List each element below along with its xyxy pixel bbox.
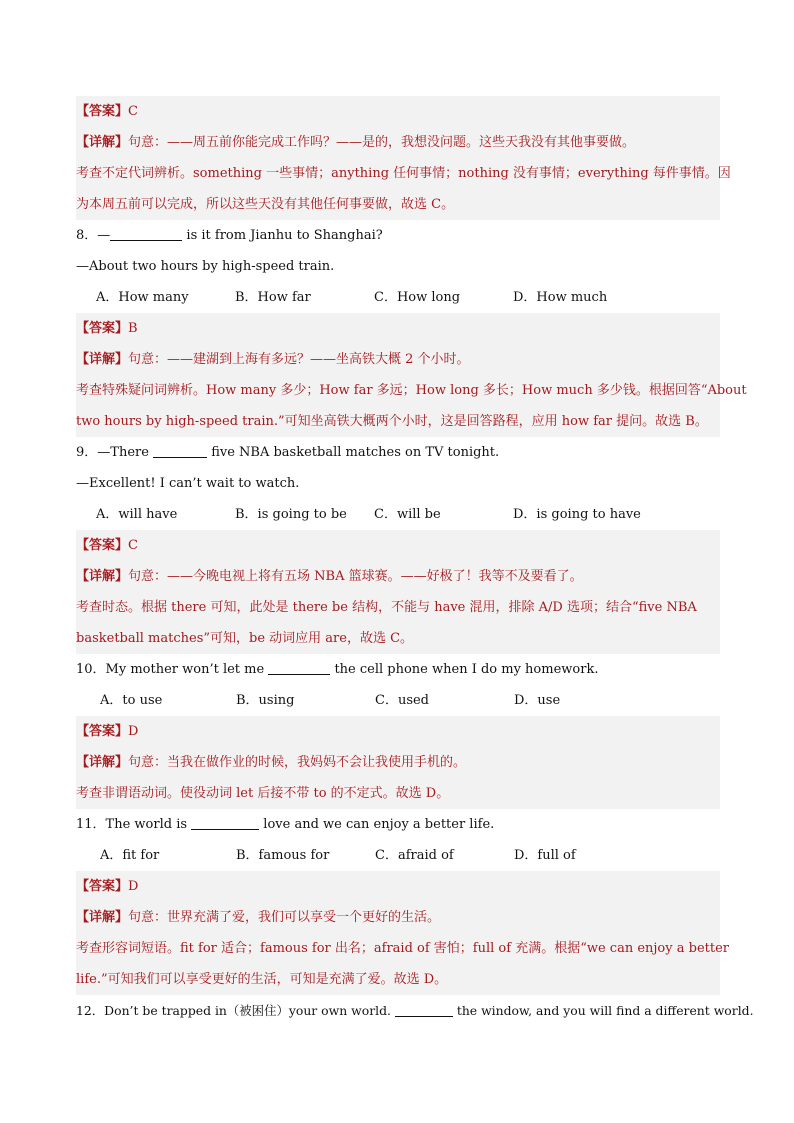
q9-detail-line-3: basketball matches”可知，be 动词应用 are，故选 C。 xyxy=(76,631,414,646)
q8-detail-line-2: 考查特殊疑问词辨析。How many 多少；How far 多远；How long 多长；How much 多少钱。根据回答“About xyxy=(76,383,747,398)
q9-detail-line-1 xyxy=(76,561,720,592)
answer-value: B xyxy=(128,321,138,336)
stem-pre: —There xyxy=(97,445,154,460)
q10-options xyxy=(76,685,720,716)
option-b: B．famous for xyxy=(236,848,330,863)
q10-detail-line-1 xyxy=(76,747,720,778)
option-a: A．to use xyxy=(100,693,163,708)
option-d: D．full of xyxy=(514,848,576,863)
detail-text: 句意：——建湖到上海有多远？——坐高铁大概 2 个小时。 xyxy=(128,352,470,367)
detail-label: 【详解】 xyxy=(76,135,129,150)
q7-detail-line-3: 为本周五前可以完成，所以这些天没有其他任何事要做，故选 C。 xyxy=(76,197,455,212)
q9-stem xyxy=(76,437,720,468)
answer-value: C xyxy=(128,538,138,553)
q11-detail-line-2: 考查形容词短语。fit for 适合；famous for 出名；afraid of 害怕；full of 充满。根据“we can enjoy a better xyxy=(76,941,729,956)
q11-detail-line-3: life.”可知我们可以享受更好的生活，可知是充满了爱。故选 D。 xyxy=(76,972,448,987)
q11-answer-block xyxy=(76,871,729,995)
document-page xyxy=(76,96,754,1026)
stem-post: the window, and you will find a different world. xyxy=(452,1003,754,1018)
answer-value: C xyxy=(128,104,138,119)
q8-options xyxy=(76,282,720,313)
detail-label: 【详解】 xyxy=(76,910,129,925)
q8-reply: —About two hours by high-speed train. xyxy=(76,259,335,274)
q9-answer-line xyxy=(76,530,720,561)
question-number: 10． xyxy=(76,662,106,677)
q11-stem xyxy=(76,809,720,840)
q8-answer-block xyxy=(76,313,747,437)
q8-stem xyxy=(76,220,720,251)
question-number: 9． xyxy=(76,445,98,460)
answer-blank xyxy=(191,815,259,830)
q7-answer-line xyxy=(76,96,720,127)
detail-label: 【详解】 xyxy=(76,352,129,367)
q8-detail-line-1 xyxy=(76,344,720,375)
q10-detail-line-2: 考查非谓语动词。使役动词 let 后接不带 to 的不定式。故选 D。 xyxy=(76,786,450,801)
q10-answer-line xyxy=(76,716,720,747)
answer-label: 【答案】 xyxy=(76,879,129,894)
answer-label: 【答案】 xyxy=(76,724,129,739)
question-number: 12． xyxy=(76,1003,105,1018)
stem-pre: The world is xyxy=(105,817,192,832)
q11-detail-line-1 xyxy=(76,902,720,933)
option-c: C．afraid of xyxy=(375,848,454,863)
q8-detail-line-3: two hours by high-speed train.”可知坐高铁大概两个小时，这是回答路程，应用 how far 提问。故选 B。 xyxy=(76,414,708,429)
option-a: A．How many xyxy=(96,290,189,305)
answer-label: 【答案】 xyxy=(76,538,129,553)
stem-pre: Don’t be trapped in（被困住）your own world. xyxy=(104,1003,395,1018)
answer-label: 【答案】 xyxy=(76,321,129,336)
q9-detail-line-2: 考查时态。根据 there 可知，此处是 there be 结构，不能与 have 混用，排除 A/D 选项；结合“five NBA xyxy=(76,600,697,615)
q7-detail-line-1 xyxy=(76,127,720,158)
q9-answer-block xyxy=(76,530,720,654)
option-d: D．How much xyxy=(513,290,608,305)
q10-stem xyxy=(76,654,720,685)
stem-post: the cell phone when I do my homework. xyxy=(330,662,599,677)
stem-post: love and we can enjoy a better life. xyxy=(259,817,495,832)
q7-detail-line-2: 考查不定代词辨析。something 一些事情；anything 任何事情；nothing 没有事情；everything 每件事情。因 xyxy=(76,166,731,181)
answer-blank xyxy=(110,226,182,241)
answer-value: D xyxy=(128,724,139,739)
stem-post: five NBA basketball matches on TV tonight. xyxy=(207,445,500,460)
stem-pre: My mother won’t let me xyxy=(105,662,269,677)
option-c: C．used xyxy=(375,693,430,708)
option-c: C．How long xyxy=(374,290,461,305)
option-b: B．is going to be xyxy=(235,507,347,522)
detail-text: 句意：世界充满了爱，我们可以享受一个更好的生活。 xyxy=(128,910,441,925)
option-b: B．using xyxy=(236,693,295,708)
answer-blank xyxy=(268,660,330,675)
detail-label: 【详解】 xyxy=(76,569,129,584)
q9-options xyxy=(76,499,720,530)
question-number: 8． xyxy=(76,228,98,243)
option-a: A．will have xyxy=(96,507,178,522)
question-number: 11． xyxy=(76,817,106,832)
detail-text: 句意：——今晚电视上将有五场 NBA 篮球赛。——好极了！我等不及要看了。 xyxy=(128,569,583,584)
answer-value: D xyxy=(128,879,139,894)
stem-post: is it from Jianhu to Shanghai? xyxy=(182,228,383,243)
answer-label: 【答案】 xyxy=(76,104,129,119)
detail-label: 【详解】 xyxy=(76,755,129,770)
answer-blank xyxy=(395,1002,453,1017)
stem-pre: — xyxy=(97,228,111,243)
q11-options xyxy=(76,840,720,871)
option-d: D．is going to have xyxy=(513,507,641,522)
q7-answer-block xyxy=(76,96,731,220)
q8-answer-line xyxy=(76,313,720,344)
q9-reply: —Excellent! I can’t wait to watch. xyxy=(76,476,300,491)
detail-text: 句意：——周五前你能完成工作吗？——是的，我想没问题。这些天我没有其他事要做。 xyxy=(128,135,636,150)
answer-blank xyxy=(153,443,207,458)
detail-text: 句意：当我在做作业的时候，我妈妈不会让我使用手机的。 xyxy=(128,755,467,770)
option-b: B．How far xyxy=(235,290,311,305)
q12-stem xyxy=(76,995,754,1026)
option-a: A．fit for xyxy=(100,848,160,863)
q10-answer-block xyxy=(76,716,720,809)
option-c: C．will be xyxy=(374,507,441,522)
option-d: D．use xyxy=(514,693,561,708)
q11-answer-line xyxy=(76,871,720,902)
